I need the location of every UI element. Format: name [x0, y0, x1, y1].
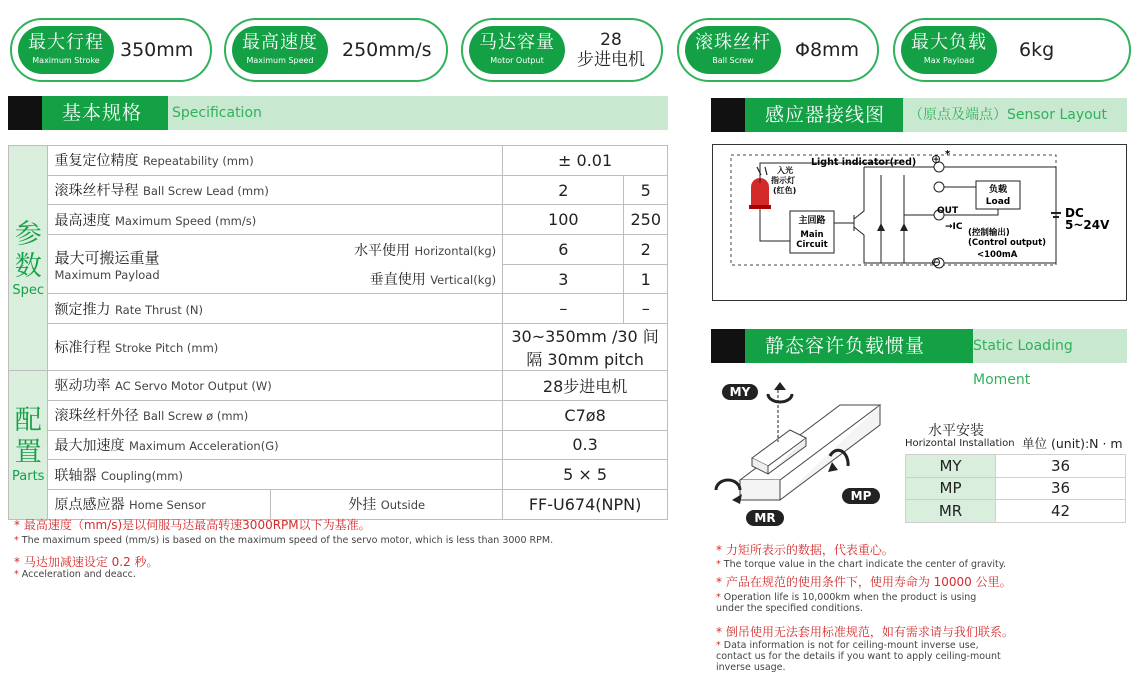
spec-pill-speed: [224, 18, 448, 82]
main-circuit-en: Main Circuit: [796, 230, 828, 250]
pill-label-cn: 滚珠丝杆: [695, 32, 771, 53]
moment-key: MR: [906, 500, 996, 523]
cell-value: 5 × 5: [503, 460, 668, 490]
label-cn: 滚珠丝杆外径: [54, 408, 139, 425]
pill-value: Φ8mm: [795, 39, 860, 61]
cell-value: 0.3: [503, 430, 668, 460]
label-cn: 额定推力: [54, 301, 111, 318]
label-en: Coupling(mm): [100, 468, 183, 483]
cell-value: 6: [503, 235, 624, 265]
label-cn: 驱动功率: [54, 378, 111, 395]
light-label-cn: 入光指示灯(红色): [771, 166, 797, 195]
header-block: [711, 98, 745, 132]
label-cn: 水平使用: [354, 242, 411, 259]
ic-text: IC: [952, 222, 963, 232]
table-row: [9, 371, 668, 401]
spec-title: 基本规格: [42, 96, 168, 130]
label-en: Maximum Acceleration(G): [128, 438, 279, 453]
moment-diagram: [710, 370, 900, 535]
label-en: Rate Thrust (N): [114, 302, 204, 317]
mr-label: MR: [754, 511, 776, 525]
row-label: [48, 460, 503, 490]
moment-key: MP: [906, 477, 996, 500]
label-en: Maximum Speed (mm/s): [114, 213, 257, 228]
label-cn: 外挂: [348, 497, 377, 514]
sensor-title: 感应器接线图: [745, 98, 903, 132]
cell-value: –: [503, 294, 624, 324]
mp-label: MP: [850, 489, 872, 503]
moment-title-en: Horizontal Installation: [905, 438, 1015, 449]
pill-label-en: Maximum Stroke: [32, 56, 100, 65]
row-label: [48, 324, 503, 371]
spec-pill-payload: [893, 18, 1131, 82]
spec-side-label: [9, 146, 48, 371]
cell-value: C7ø8: [503, 400, 668, 430]
sensor-subtitle: （原点及端点）Sensor Layout: [909, 107, 1108, 123]
sensor-section-header: [711, 98, 1127, 132]
moment-key: MY: [906, 455, 996, 478]
moment-value: 42: [996, 500, 1126, 523]
spec-pill-stroke: [10, 18, 212, 82]
asterisk: *: [945, 149, 951, 160]
plus-symbol: ⊕: [931, 152, 942, 166]
table-row: [9, 146, 668, 176]
note-en: * Operation life is 10,000km when the product is using under the specified conditions.: [716, 592, 977, 614]
ic-label: →IC: [945, 222, 963, 232]
row-label: [48, 371, 503, 401]
side-en: Parts: [12, 469, 45, 485]
cell-value: 28步进电机: [503, 371, 668, 401]
load-cn: 负载: [988, 185, 1008, 195]
note-cn: * 产品在规范的使用条件下，使用寿命为 10000 公里。: [716, 575, 1012, 589]
note-en: * The torque value in the chart indicate the center of gravity.: [716, 559, 1007, 570]
sensor-wiring-diagram: [712, 144, 1127, 301]
spec-pill-ballscrew: [677, 18, 879, 82]
pill-label-cn: 马达容量: [479, 32, 555, 53]
pill-label-en: Max Payload: [923, 56, 975, 65]
cell-value: 250: [624, 205, 668, 235]
label-en: Maximum Payload: [54, 267, 160, 282]
spec-subtitle: Specification: [172, 105, 262, 121]
moment-section-header: [711, 329, 1127, 388]
out-label: OUT: [937, 206, 959, 216]
pill-label-en: Maximum Speed: [246, 56, 314, 65]
row-label: [48, 175, 503, 205]
pill-badge: [469, 26, 565, 74]
moment-table: [905, 454, 1126, 523]
parts-side-label: [9, 371, 48, 519]
ctrl-en: (Control output): [968, 238, 1047, 248]
pill-label-cn: 最高速度: [242, 32, 318, 53]
moment-title: 静态容许负载惯量: [745, 329, 973, 363]
wiring-svg: [713, 145, 1126, 300]
label-cn: 垂直使用: [369, 271, 426, 288]
pill-value: 250mm/s: [342, 39, 432, 61]
note-en: * The maximum speed (mm/s) is based on the maximum speed of the servo motor, which is less than 3000 RPM.: [14, 535, 554, 546]
note-en-text: Data information is not for ceiling-mount inverse use, contact us for the details if you want to apply ceiling-mount inverse usage.: [716, 640, 1001, 673]
header-block: [711, 329, 745, 363]
dc-label: DC 5~24V: [1065, 206, 1110, 232]
label-cn: 最大可搬运重量: [54, 248, 160, 267]
main-circuit-cn: 主回路: [798, 216, 826, 226]
load-en: Load: [985, 197, 1011, 207]
cell-value: 30~350mm /30 间隔 30mm pitch: [503, 324, 668, 371]
side-cn: 配 置: [14, 405, 42, 469]
moment-value: 36: [996, 477, 1126, 500]
pill-badge: [232, 26, 328, 74]
pill-label-en: Ball Screw: [712, 56, 754, 65]
label-en: Vertical(kg): [430, 272, 497, 287]
cell-value: 2: [624, 235, 668, 265]
moment-title-cn: 水平安装: [928, 423, 984, 439]
row-sublabel: [271, 264, 503, 294]
cell-value: –: [624, 294, 668, 324]
row-label: [48, 205, 503, 235]
label-cn: 最大加速度: [54, 437, 125, 454]
table-row: [9, 175, 668, 205]
row-sublabel: [271, 235, 503, 265]
pill-label-cn: 最大行程: [28, 32, 104, 53]
cell-value: ± 0.01: [503, 146, 668, 176]
note-cn: * 最高速度（mm/s)是以伺服马达最高转速3000RPM以下为基准。: [14, 518, 371, 532]
note-en: * Data information is not for ceiling-mount inverse use, contact us for the details if you want to apply ceiling-mount inverse usage.: [716, 640, 1001, 673]
pill-value-line1: 28: [600, 30, 622, 50]
cell-value: FF-U674(NPN): [503, 489, 668, 519]
note-en-text: Operation life is 10,000km when the product is using under the specified conditions.: [716, 592, 977, 614]
note-en-text: The torque value in the chart indicate the center of gravity.: [723, 559, 1007, 570]
table-row: [9, 489, 668, 519]
spec-pill-motor: [461, 18, 663, 82]
label-cn: 原点感应器: [54, 497, 125, 514]
note-en-text: Acceleration and deacc.: [21, 569, 136, 580]
label-cn: 标准行程: [54, 340, 111, 357]
label-cn: 滚珠丝杆导程: [54, 183, 139, 200]
note-en: * Acceleration and deacc.: [14, 569, 136, 580]
row-sublabel: [271, 489, 503, 519]
label-en: AC Servo Motor Output (W): [114, 379, 272, 394]
cell-value: 1: [624, 264, 668, 294]
label-en: Home Sensor: [128, 498, 206, 513]
table-row: [9, 324, 668, 371]
note-cn: * 倒吊使用无法套用标准规范，如有需求请与我们联系。: [716, 625, 1014, 639]
pill-label-cn: 最大负载: [911, 32, 987, 53]
pill-value: [567, 30, 655, 70]
table-row: [906, 477, 1126, 500]
label-en: Stroke Pitch (mm): [114, 341, 219, 356]
label-cn: 重复定位精度: [54, 153, 139, 170]
cell-value: 100: [503, 205, 624, 235]
row-label: [48, 235, 271, 294]
table-row: [9, 205, 668, 235]
moment-value: 36: [996, 455, 1126, 478]
terminal-load: [934, 182, 944, 192]
header-block: [8, 96, 42, 130]
row-label: [48, 400, 503, 430]
label-en: Ball Screw Lead (mm): [142, 184, 269, 199]
note-cn: * 马达加减速设定 0.2 秒。: [14, 555, 159, 569]
pill-badge: [901, 26, 997, 74]
table-row: [9, 235, 668, 265]
pill-badge: [18, 26, 114, 74]
row-label: [48, 489, 271, 519]
pill-label-en: Motor Output: [490, 56, 544, 65]
pill-value: 6kg: [1019, 39, 1055, 61]
spec-table: [8, 145, 668, 520]
light-label: Light indicator(red): [811, 157, 917, 168]
ma-label: <100mA: [977, 250, 1018, 260]
minus-symbol: ⊖: [931, 255, 942, 269]
table-row: [9, 294, 668, 324]
label-en: Outside: [380, 498, 426, 513]
label-en: Horizontal(kg): [414, 243, 497, 258]
spec-section-header: [8, 96, 668, 130]
label-en: Ball Screw ø (mm): [142, 409, 249, 424]
actuator-rail: [740, 405, 880, 500]
cell-value: 5: [624, 175, 668, 205]
my-label: MY: [729, 385, 751, 399]
row-label: [48, 430, 503, 460]
table-row: [906, 500, 1126, 523]
table-row: [9, 400, 668, 430]
label-en: Repeatability (mm): [142, 154, 254, 169]
row-label: [48, 146, 503, 176]
cell-value: 3: [503, 264, 624, 294]
ctrl-cn: (控制输出): [968, 228, 1010, 238]
row-label: [48, 294, 503, 324]
pill-badge: [685, 26, 781, 74]
side-en: Spec: [12, 282, 45, 298]
table-row: [9, 460, 668, 490]
moment-unit: 单位 (unit):N · m: [1022, 436, 1123, 451]
pill-value: 350mm: [120, 39, 194, 61]
label-cn: 联轴器: [54, 467, 97, 484]
cell-value: 2: [503, 175, 624, 205]
pill-value-line2: 步进电机: [577, 50, 645, 70]
moment-subtitle: Static Loading Moment: [973, 338, 1073, 388]
table-row: [906, 455, 1126, 478]
table-row: [9, 430, 668, 460]
label-cn: 最高速度: [54, 212, 111, 229]
note-cn: * 力矩所表示的数据，代表重心。: [716, 543, 894, 557]
note-en-text: The maximum speed (mm/s) is based on the maximum speed of the servo motor, which is less than 3000 RPM.: [21, 535, 554, 546]
side-cn: 参 数: [14, 218, 42, 282]
